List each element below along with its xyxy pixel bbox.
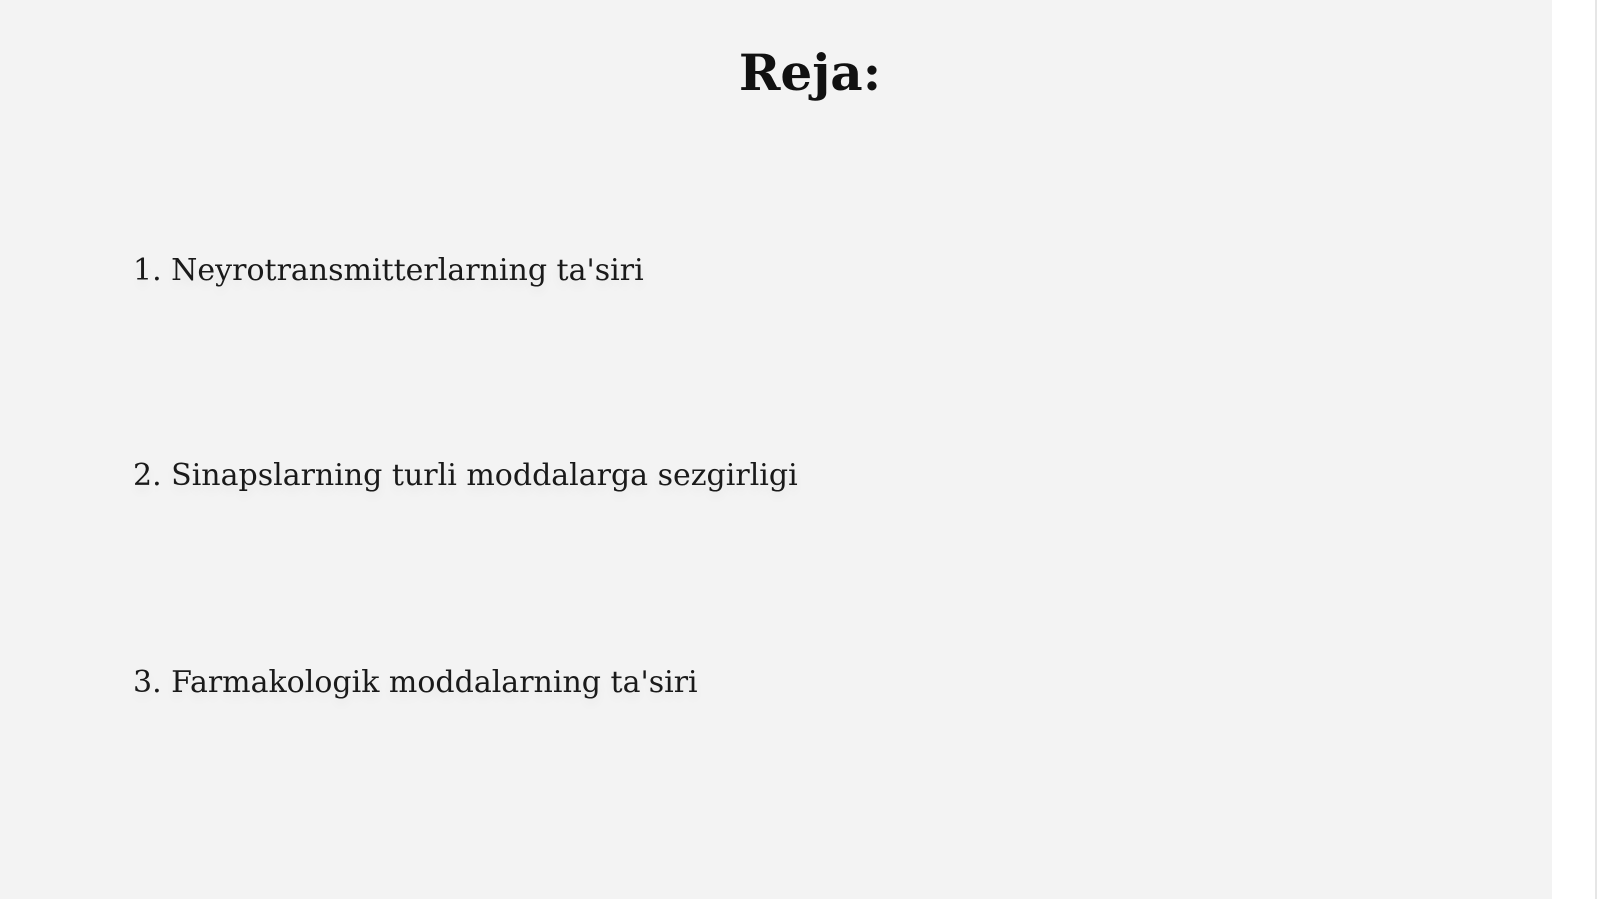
slide-title: Reja: xyxy=(738,43,882,102)
plan-item-1: 1. Neyrotransmitterlarning ta'siri xyxy=(133,253,644,288)
plan-item-3: 3. Farmakologik moddalarning ta'siri xyxy=(133,665,698,700)
scroll-track[interactable] xyxy=(1552,0,1600,899)
plan-item-2: 2. Sinapslarning turli moddalarga sezgirligi xyxy=(133,458,798,493)
edge-divider xyxy=(1595,0,1597,899)
